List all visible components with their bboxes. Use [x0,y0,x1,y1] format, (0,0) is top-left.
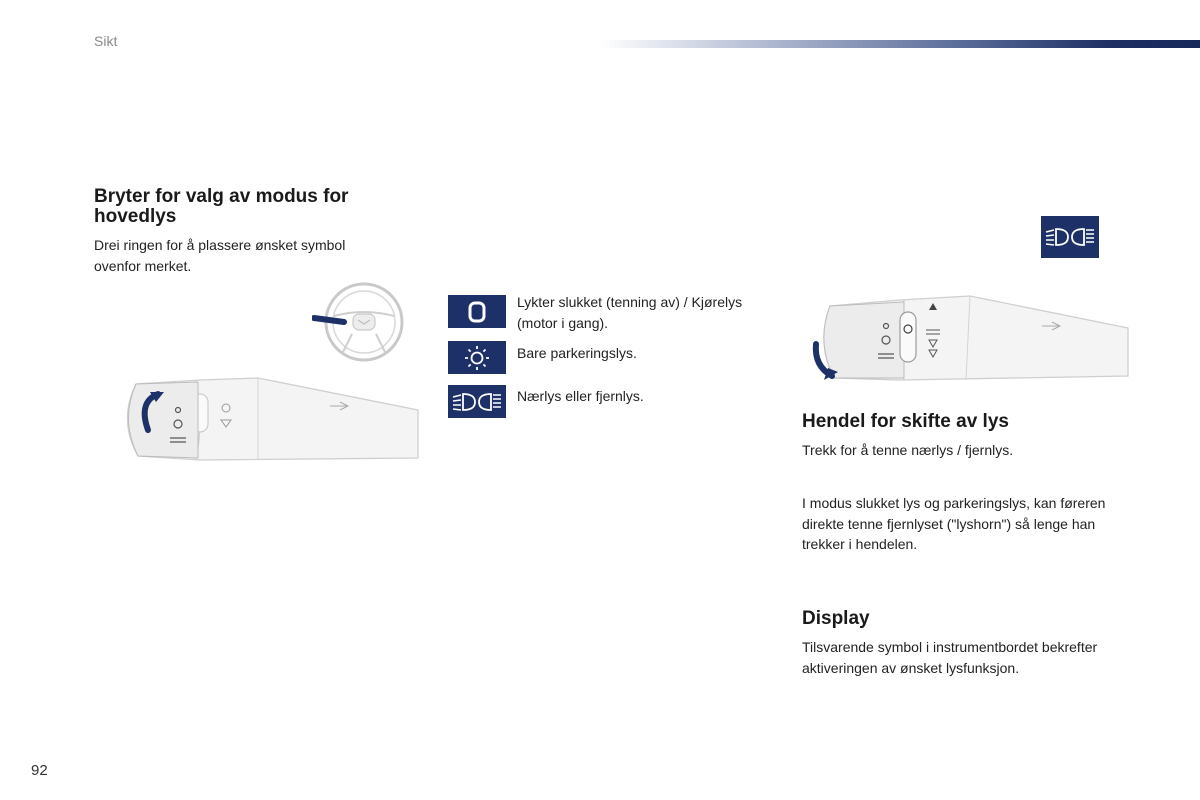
section-title: Sikt [94,33,118,49]
mode-parking-text: Bare parkeringslys. [517,345,637,361]
header-accent-bar [600,40,1200,48]
dipped-main-beam-icon [448,385,506,418]
lights-off-icon [448,295,506,328]
display-beam-icon [1041,216,1099,258]
headlamp-flash-text: I modus slukket lys og parkeringslys, kan føreren direkte tenne fjernlyset ("lyshorn") så lenge han trekker i hendelen. [802,495,1106,552]
parking-lights-icon [448,341,506,374]
lever-text: Trekk for å tenne nærlys / fjernlys. [802,442,1014,458]
headlamp-mode-intro: Drei ringen for å plassere ønsket symbol ovenfor merket. [94,237,346,274]
headlamp-mode-heading: Bryter for valg av modus for hovedlys [94,186,349,227]
stalk-ring-illustration [108,372,422,466]
mode-beam-text: Nærlys eller fjernlys. [517,388,644,404]
page-number: 92 [31,762,48,779]
lever-heading: Hendel for skifte av lys [802,411,1009,432]
mode-off-text: Lykter slukket (tenning av) / Kjørelys (motor i gang). [517,294,743,331]
steering-wheel-illustration [312,280,404,368]
display-text: Tilsvarende symbol i instrumentbordet bekrefter aktiveringen av ønsket lysfunksjon. [802,639,1098,676]
stalk-pull-illustration [800,292,1130,386]
display-heading: Display [802,608,870,629]
